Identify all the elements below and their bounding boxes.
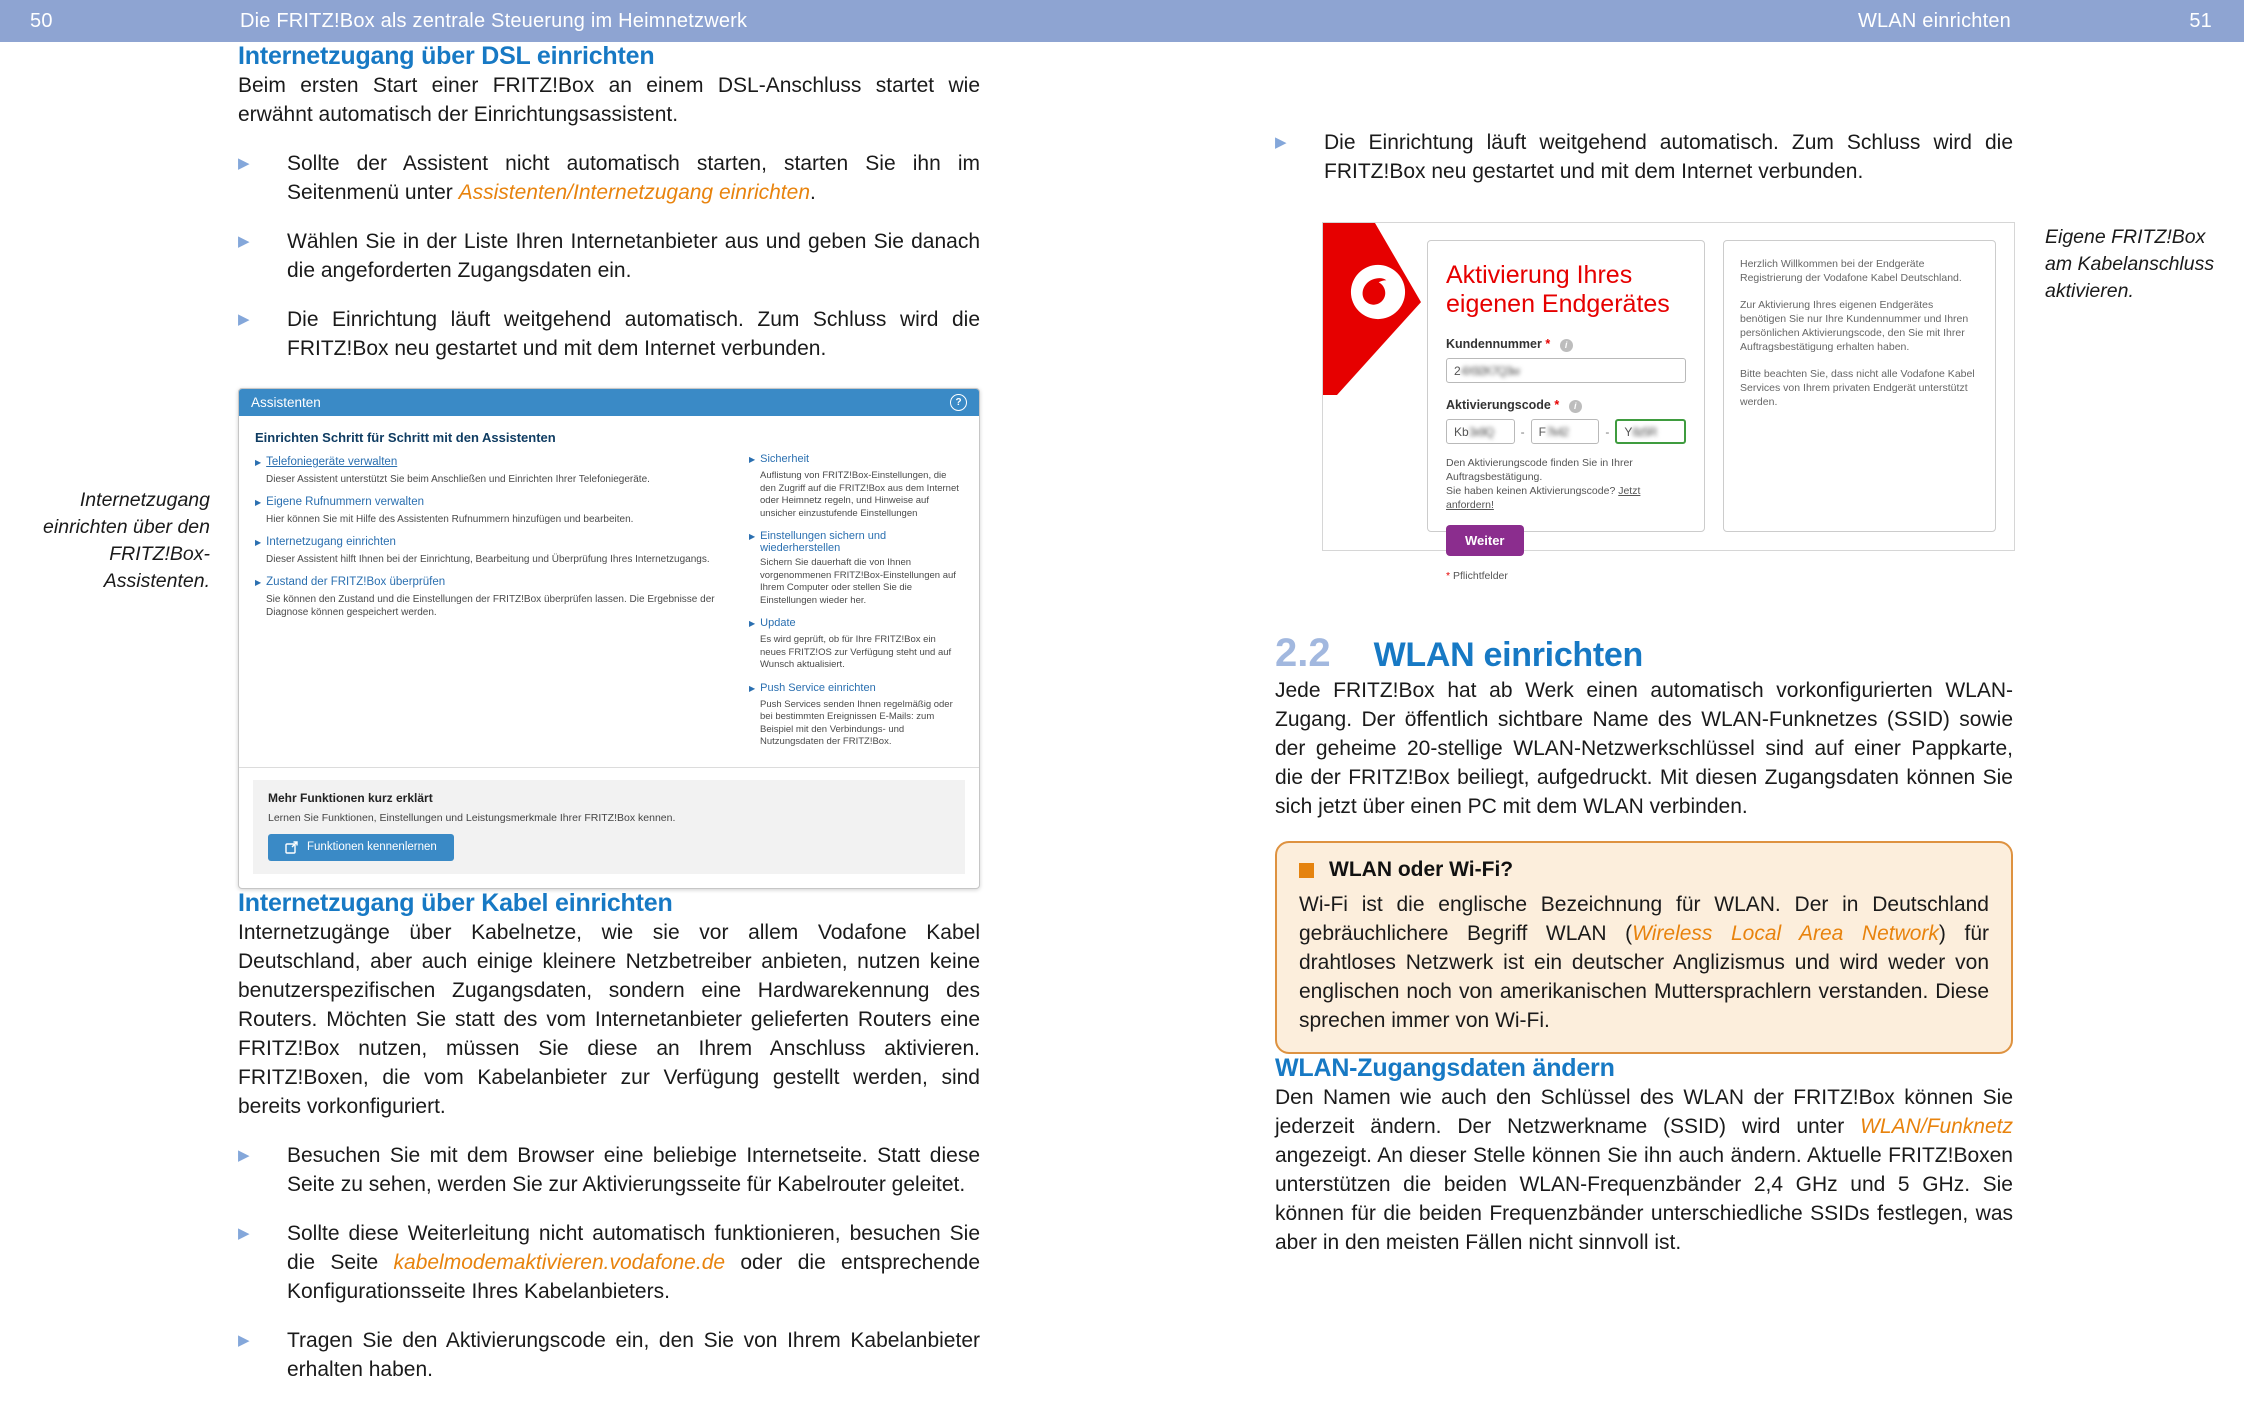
note-box-body: Wi-Fi ist die englische Bezeichnung für WLAN. Der in Deutschland gebräuchlichere Begriff WLAN (Wireless Local Area Network) für drahtloses Netzwerk ist ein deutscher Anglizismus und wird weder von englischen noch von amerikanischen Muttersprachlern verstanden. Diese sprechen immer von Wi-Fi. <box>1299 893 1989 1032</box>
list-item <box>238 1326 980 1384</box>
bullet-text-post: . <box>810 181 816 204</box>
term-reference: Wireless Local Area Network <box>1632 922 1939 945</box>
list-item <box>238 305 980 363</box>
assistant-item-desc: Dieser Assistent hilft Ihnen bei der Einrichtung, Bearbeitung und Überprüfung Ihres Internetzugangs. <box>266 554 710 565</box>
menu-path-reference[interactable]: Assistenten/Internetzugang einrichten <box>458 181 811 204</box>
chevron-right-icon <box>749 530 755 554</box>
screenshot-titlebar <box>239 389 979 416</box>
request-code-link[interactable]: Jetzt anfordern! <box>1446 485 1641 511</box>
bullet-text: Besuchen Sie mit dem Browser eine beliebige Internetseite. Statt diese Seite zu sehen, werden Sie zur Aktivierungsseite für Kabelrouter geleitet. <box>287 1143 980 1196</box>
chevron-right-icon <box>255 536 261 550</box>
masked-value: 8z5R <box>1632 424 1657 439</box>
assistant-link-internet-access[interactable]: ▶ Internetzugang einrichten <box>255 536 723 550</box>
list-item <box>238 149 980 207</box>
fritzbox-assistant-screenshot <box>238 388 980 889</box>
assistant-item-desc: Sie können den Zustand und die Einstellungen der FRITZ!Box überprüfen lassen. Die Ergebnisse der Diagnose können gespeichert werden. <box>266 594 715 618</box>
activation-hint: Den Aktivierungscode finden Sie in Ihrer Auftragsbestätigung. Sie haben keinen Aktivierungscode? Jetzt anfordern! <box>1446 457 1641 511</box>
chevron-right-icon <box>749 682 755 696</box>
assistant-link-telephony[interactable]: ▶ Telefoniegeräte verwalten <box>255 456 723 470</box>
footer-heading: Mehr Funktionen kurz erklärt <box>268 790 433 805</box>
info-icon[interactable]: i <box>1560 339 1573 352</box>
bullet-triangle-icon <box>238 227 287 285</box>
assistant-item <box>255 496 723 526</box>
left-page-column <box>238 42 980 1384</box>
bullet-text: Die Einrichtung läuft weitgehend automatisch. Zum Schluss wird die FRITZ!Box neu gestartet und mit dem Internet verbunden. <box>287 308 980 360</box>
masked-value: 7k42 <box>1546 424 1569 439</box>
bullet-text-pre: Sollte diese Weiterleitung nicht automatisch funktionieren, besuchen Sie die Seite <box>287 1221 980 1274</box>
divider <box>239 767 979 768</box>
page-header-bar <box>0 0 2244 42</box>
vodafone-activation-screenshot <box>1322 222 2015 582</box>
section-number: 2.2 <box>1275 631 1331 675</box>
page-number-right: 51 <box>2189 10 2212 32</box>
note-box-title: WLAN oder Wi-Fi? <box>1329 858 1514 881</box>
bullet-triangle-icon <box>238 149 287 207</box>
bullet-text: Wählen Sie in der Liste Ihren Internetanbieter aus und geben Sie danach die angeforderten Zugangsdaten ein. <box>287 230 980 282</box>
welcome-paragraph: Herzlich Willkommen bei der Endgeräte Registrierung der Vodafone Kabel Deutschland. <box>1740 258 1962 284</box>
activation-heading: Aktivierung Ihres eigenen Endgerätes <box>1446 261 1670 318</box>
chevron-right-icon <box>749 617 755 631</box>
welcome-paragraph: Bitte beachten Sie, dass nicht alle Vodafone Kabel Services von Ihrem privaten Endgerät unterstützt werden. <box>1740 368 1975 408</box>
assistant-item <box>749 453 963 520</box>
activation-form-panel <box>1427 240 1705 582</box>
orange-square-icon <box>1299 863 1314 878</box>
paragraph-wlan-credentials: Den Namen wie auch den Schlüssel des WLAN der FRITZ!Box können Sie jederzeit ändern. Der Netzwerkname (SSID) wird unter WLAN/Funknetz angezeigt. An dieser Stelle können Sie ihn auch ändern. Aktuelle FRITZ!Boxen unterstützen die beiden WLAN-Frequenzbänder 2,4 GHz und 5 GHz. Sie können für die beiden Frequenzbänder unterschiedliche SSIDs festlegen, was aber in den meisten Fällen nicht sinnvoll ist. <box>1275 1086 2013 1254</box>
section-heading-wlan <box>1275 631 2013 676</box>
bullet-text <box>287 149 980 207</box>
running-title-right: WLAN einrichten <box>1857 10 2011 32</box>
screenshot-body <box>239 416 979 763</box>
assistant-item <box>255 536 723 566</box>
bullet-text <box>287 1219 980 1306</box>
assistant-item-desc: Auflistung von FRITZ!Box-Einstellungen, die den Zugriff auf die FRITZ!Box aus dem Internet oder Heimnetz regeln, und Hinweise auf unsicher einzustufende Einstellungen <box>760 470 959 519</box>
bullet-text: Tragen Sie den Aktivierungscode ein, den Sie von Ihrem Kabelanbieter erhalten haben. <box>287 1328 980 1381</box>
assistant-link-security[interactable]: ▶ Sicherheit <box>749 453 963 467</box>
assistant-item-desc: Dieser Assistent unterstützt Sie beim Anschließen und Einrichten Ihrer Telefoniegeräte. <box>266 474 650 485</box>
list-item <box>1275 128 2013 186</box>
footer-desc: Lernen Sie Funktionen, Einstellungen und Leistungsmerkmale Ihrer FRITZ!Box kennen. <box>268 811 676 824</box>
bullet-triangle-icon <box>1275 128 1324 186</box>
bullet-text: Die Einrichtung läuft weitgehend automatisch. Zum Schluss wird die FRITZ!Box neu gestartet und mit dem Internet verbunden. <box>1324 131 2013 183</box>
margin-note-assistant: Internetzugang einrichten über den FRITZ!Box-Assistenten. <box>43 489 210 592</box>
bullet-text-post: oder die entsprechende Konfigurationsseite Ihres Kabelanbieters. <box>287 1250 980 1303</box>
assistant-item-desc: Hier können Sie mit Hilfe des Assistenten Rufnummern hinzufügen und bearbeiten. <box>266 514 634 525</box>
info-note-box <box>1275 841 2013 1054</box>
chevron-right-icon <box>255 576 261 590</box>
window-title: Assistenten <box>251 395 321 410</box>
assistant-item-desc: Push Services senden Ihnen regelmäßig oder bei bestimmten Ereignissen E-Mails: zum Beispiel mit den Verbindungs- und Nutzungsdaten der FRITZ!Box. <box>760 698 953 747</box>
paragraph-dsl-intro: Beim ersten Start einer FRITZ!Box an einem DSL-Anschluss startet wie erwähnt automatisch der Einrichtungsassistent. <box>238 74 980 126</box>
assistant-link-check-state[interactable]: ▶ Zustand der FRITZ!Box überprüfen <box>255 576 723 590</box>
paragraph-wlan-intro: Jede FRITZ!Box hat ab Werk einen automatisch vorkonfigurierten WLAN-Zugang. Der öffentlich sichtbare Name des WLAN-Funknetzes (SSID) sowie der geheime 20-stellige WLAN-Netzwerkschlüssel sind auf einer Pappkarte, die der FRITZ!Box beiliegt, aufgedruckt. Mit diesen Zugangsdaten können Sie sich jetzt über einen PC mit dem WLAN verbinden. <box>1275 679 2013 818</box>
code-separator: - <box>1605 424 1610 439</box>
running-title-left: Die FRITZ!Box als zentrale Steuerung im Heimnetzwerk <box>240 10 748 32</box>
welcome-text-panel <box>1723 240 1996 532</box>
required-fields-note: * Pflichtfelder <box>1446 570 1508 582</box>
paragraph-cable-intro: Internetzugänge über Kabelnetze, wie sie vor allem Vodafone Kabel Deutschland, aber auch einige kleinere Netzbetreiber anbieten, nutzen keine benutzerspezifischen Zugangsdaten, sondern eine Hardwarekennung des Routers. Möchten Sie statt des vom Internetanbieter gelieferten Routers eine FRITZ!Box nutzen, müssen Sie diese an Ihrem Anschluss aktivieren. FRITZ!Boxen, die vom Kabelanbieter zur Verfügung gestellt werden, sind bereits vorkonfiguriert. <box>238 920 980 1118</box>
menu-path-reference[interactable]: WLAN/Funknetz <box>1860 1115 2013 1138</box>
assistant-item-desc: Es wird geprüft, ob für Ihre FRITZ!Box ein neues FRITZ!OS zur Verfügung steht und auf Wunsch aktualisiert. <box>760 634 952 670</box>
assistant-link-phone-numbers[interactable]: ▶ Eigene Rufnummern verwalten <box>255 496 723 510</box>
bullet-text-pre: Sollte der Assistent nicht automatisch starten, starten Sie ihn im Seitenmenü unter <box>287 152 980 204</box>
list-item <box>238 1141 980 1199</box>
masked-value: 3x9Q <box>1468 424 1494 439</box>
weiter-button[interactable]: Weiter <box>1446 525 1524 556</box>
heading-wlan-credentials: WLAN-Zugangsdaten ändern <box>1275 1054 1615 1082</box>
margin-note-cable-activation: Eigene FRITZ!Box am Kabelanschluss aktivieren. <box>2045 226 2215 302</box>
activation-code-input-2[interactable]: F 7k42 <box>1531 419 1600 444</box>
learn-functions-button[interactable]: Funktionen kennenlernen <box>268 834 454 861</box>
customer-number-input[interactable]: 2 4X92K7Q3w <box>1446 358 1686 383</box>
masked-value: 4X92K7Q3w <box>1460 363 1520 378</box>
heading-dsl-setup: Internetzugang über DSL einrichten <box>238 42 655 70</box>
assistant-item <box>255 576 723 619</box>
bullet-triangle-icon <box>238 305 287 363</box>
info-icon[interactable]: i <box>1569 400 1582 413</box>
chevron-right-icon <box>255 456 261 470</box>
bullet-triangle-icon <box>238 1219 287 1306</box>
external-link-icon <box>285 841 298 854</box>
assistant-item <box>749 682 963 749</box>
chevron-right-icon <box>255 496 261 510</box>
list-item <box>238 227 980 285</box>
assistant-list-right <box>749 430 963 759</box>
note-box-title-row <box>1299 858 1989 882</box>
code-separator: - <box>1520 424 1525 439</box>
heading-cable-setup: Internetzugang über Kabel einrichten <box>238 888 673 917</box>
assistant-item <box>749 617 963 672</box>
bullet-triangle-icon <box>238 1141 287 1199</box>
activation-code-label: Aktivierungscode * <box>1446 398 1560 412</box>
vodafone-logo-icon <box>1349 263 1407 321</box>
right-page-column <box>1275 42 2013 1257</box>
assistant-item <box>749 530 963 607</box>
assistant-item <box>255 456 723 486</box>
bullet-triangle-icon <box>238 1326 287 1384</box>
welcome-paragraph: Zur Aktivierung Ihres eigenen Endgerätes benötigen Sie nur Ihre Kundennummer und Ihren persönlichen Aktivierungscode, den Sie mit Ihrer Auftragsbestätigung erhalten haben. <box>1740 299 1969 353</box>
list-item <box>238 1219 980 1306</box>
assistant-link-push-service[interactable]: ▶ Push Service einrichten <box>749 682 963 696</box>
section-title: WLAN einrichten <box>1373 636 1644 674</box>
help-icon[interactable]: ? <box>950 394 967 411</box>
activation-url-reference[interactable]: kabelmodemaktivieren.vodafone.de <box>393 1250 726 1274</box>
chevron-right-icon <box>749 453 755 467</box>
activation-code-input-1[interactable]: Kb 3x9Q <box>1446 419 1515 444</box>
assistant-item-desc: Sichern Sie dauerhaft die von Ihnen vorgenommenen FRITZ!Box-Einstellungen auf Ihrem Computer oder stellen Sie die Einstellungen wieder her. <box>760 557 956 606</box>
activation-code-input-3[interactable]: Y 8z5R <box>1615 419 1686 444</box>
assistant-heading: Einrichten Schritt für Schritt mit den Assistenten <box>255 430 556 445</box>
assistant-list-left <box>255 430 723 759</box>
customer-number-label: Kundennummer * <box>1446 337 1551 351</box>
assistant-link-update[interactable]: ▶ Update <box>749 617 963 631</box>
page-number-left: 50 <box>30 10 53 32</box>
assistant-link-backup-restore[interactable]: ▶ Einstellungen sichern und wiederherstellen <box>749 530 963 554</box>
assistant-footer-panel <box>253 780 965 874</box>
